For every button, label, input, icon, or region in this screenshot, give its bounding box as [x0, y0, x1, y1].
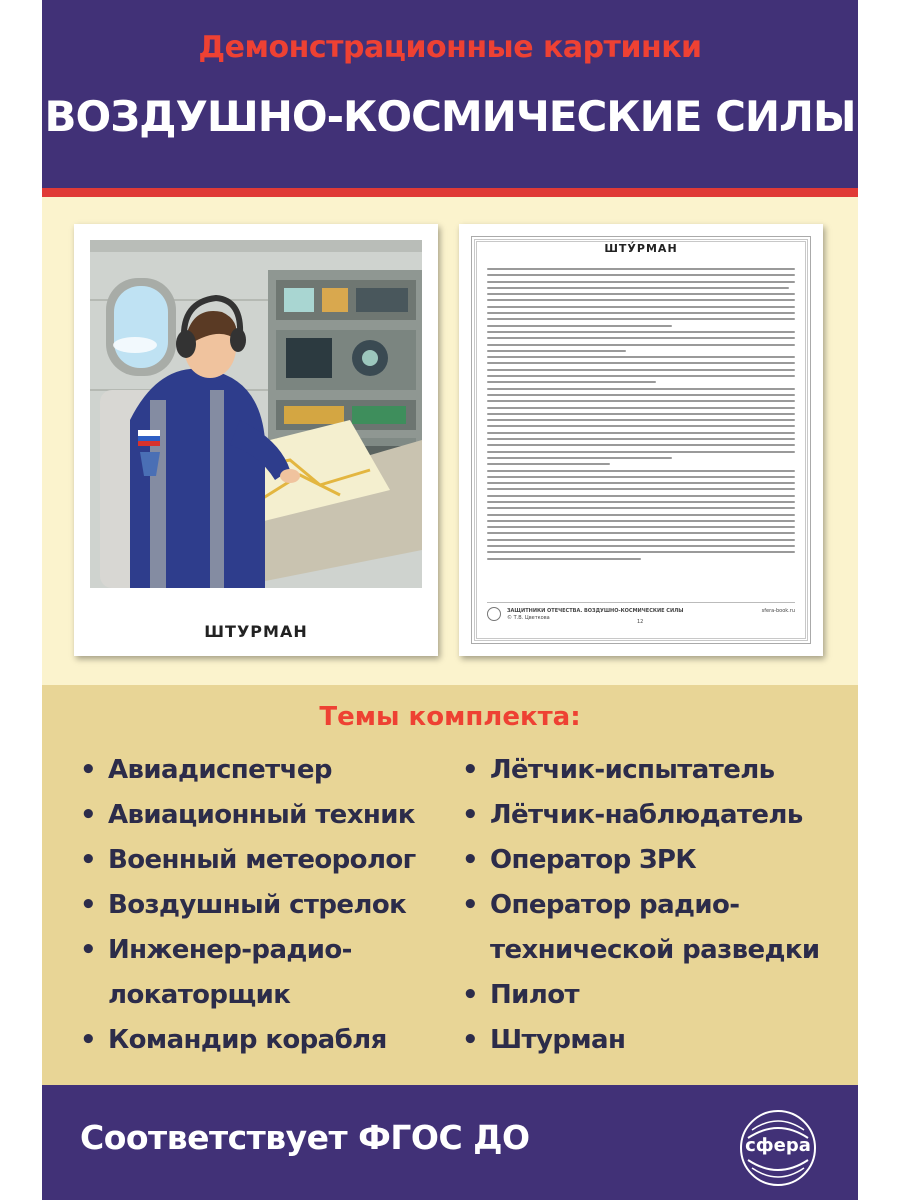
- list-item: • Оператор ЗРК: [462, 845, 697, 875]
- list-item-continuation: технической разведки: [490, 935, 820, 965]
- airplane-window: [106, 278, 176, 376]
- list-item: • Штурман: [462, 1025, 626, 1055]
- header-red-stripe: [42, 188, 858, 197]
- list-item: • Пилот: [462, 980, 579, 1010]
- text-card: [459, 224, 823, 656]
- list-item: • Командир корабля: [80, 1025, 387, 1055]
- text-page-footer: [487, 602, 795, 628]
- footer-site: sfera-book.ru: [761, 608, 795, 614]
- topics-heading: Темы комплекта:: [319, 702, 581, 732]
- text-body-lines: [487, 268, 795, 564]
- list-item: • Авиационный техник: [80, 800, 415, 830]
- picture-caption: ШТУРМАН: [204, 622, 308, 641]
- publisher-logo-icon: [487, 607, 501, 621]
- topic-list-left: [80, 748, 416, 1063]
- list-item: • Лётчик-наблюдатель: [462, 800, 803, 830]
- topic-list-right: [462, 748, 820, 1063]
- list-item: • Оператор радио-: [462, 890, 740, 920]
- list-item: • Инженер-радио-: [80, 935, 352, 965]
- list-item-continuation: локаторщик: [108, 980, 291, 1010]
- subtitle: Демонстрационные картинки: [198, 30, 702, 65]
- fgos-compliance-text: Соответствует ФГОС ДО: [80, 1118, 530, 1157]
- list-item: • Лётчик-испытатель: [462, 755, 775, 785]
- footer-author: © Т.В. Цветкова: [507, 615, 550, 621]
- list-item: • Военный метеоролог: [80, 845, 416, 875]
- list-item: • Авиадиспетчер: [80, 755, 332, 785]
- sfera-logo-text: сфера: [745, 1135, 811, 1156]
- footer-series: ЗАЩИТНИКИ ОТЕЧЕСТВА. ВОЗДУШНО-КОСМИЧЕСКИЕ СИЛЫ: [507, 608, 684, 614]
- page-number: 12: [637, 619, 644, 625]
- list-item: • Воздушный стрелок: [80, 890, 407, 920]
- navigator-illustration: [90, 240, 422, 588]
- picture-card: [74, 224, 438, 656]
- text-page-title: ШТУ́РМАН: [604, 242, 678, 255]
- page-title: ВОЗДУШНО-КОСМИЧЕСКИЕ СИЛЫ: [44, 92, 856, 141]
